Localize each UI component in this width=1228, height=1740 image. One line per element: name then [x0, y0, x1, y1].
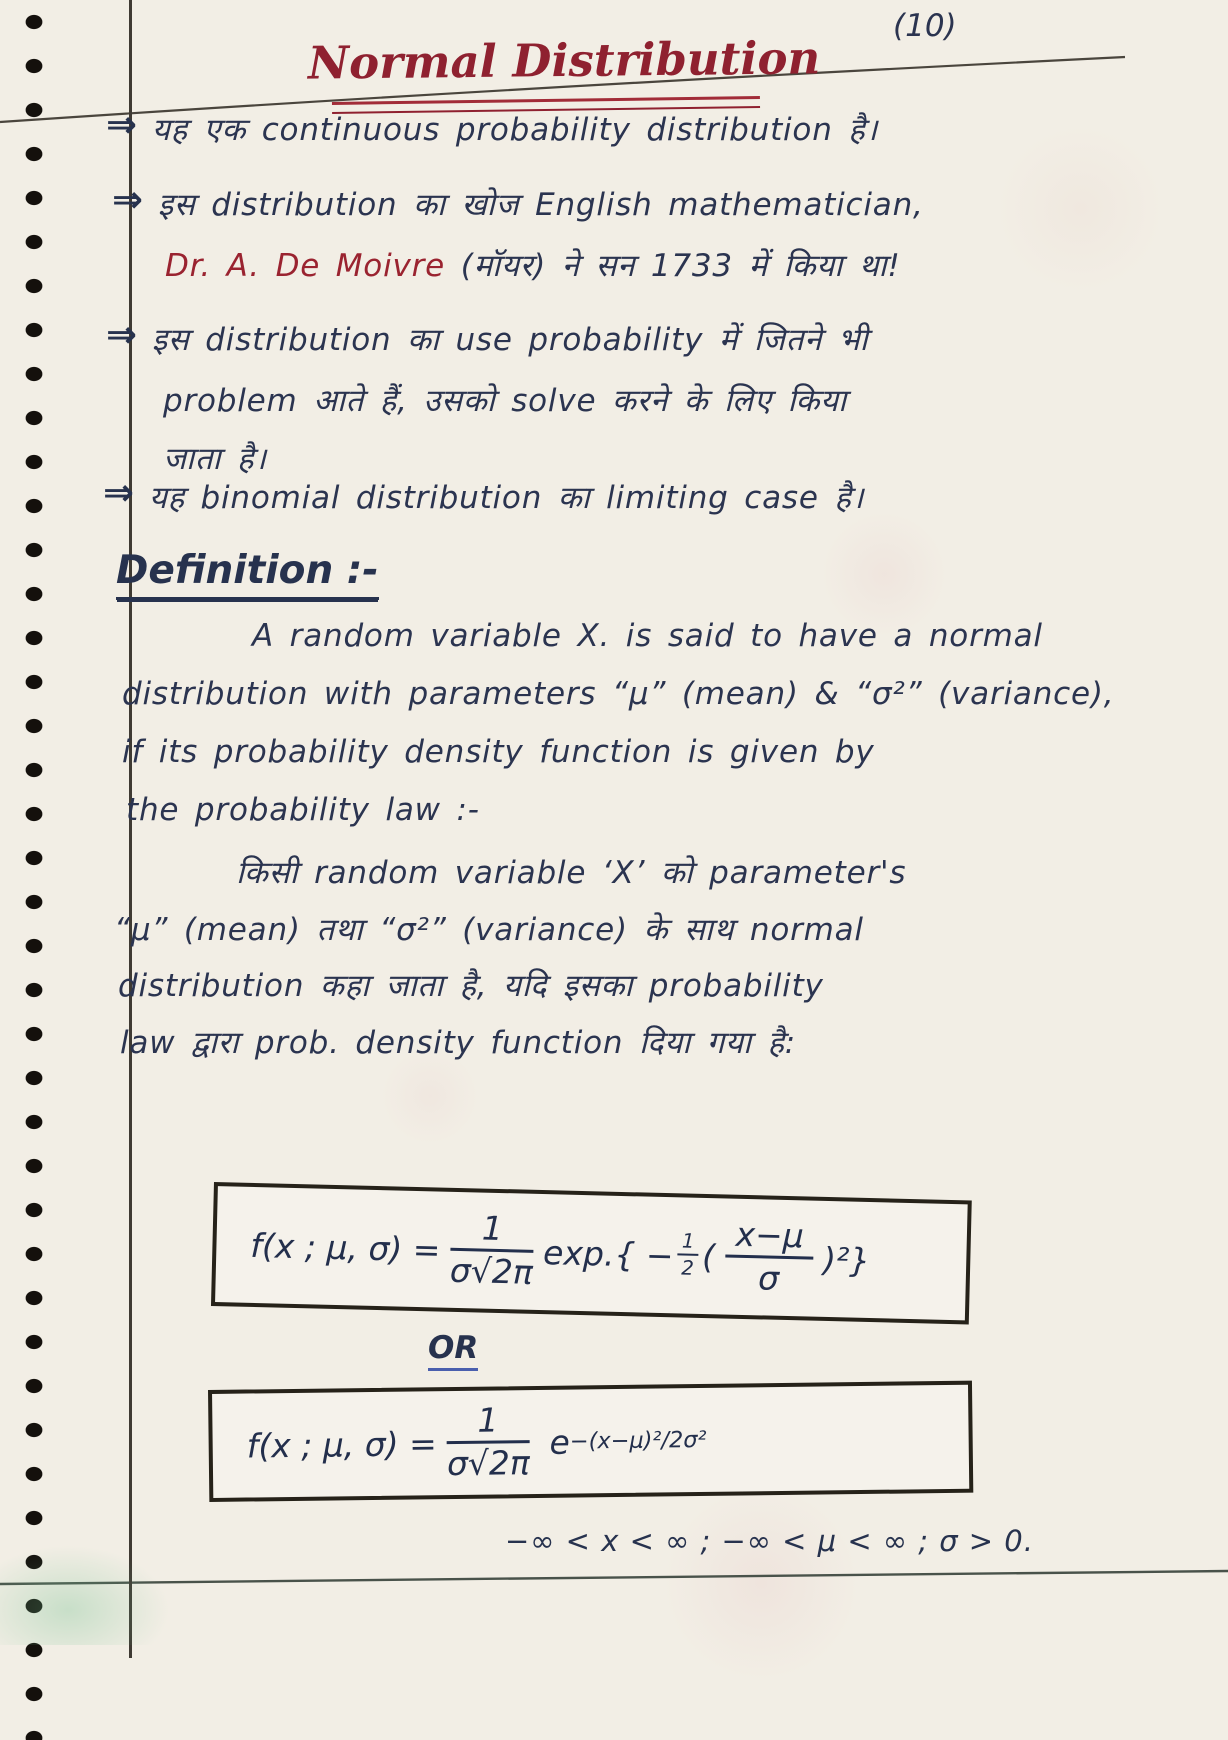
formula-1-inner-fraction: $\frac{x-\mu}{\sigma}$ [724, 1218, 814, 1297]
green-smudge [0, 1545, 170, 1645]
bullet-line-1 [106, 103, 879, 150]
formula-1-open-paren: ( [701, 1236, 716, 1276]
arrow-icon: ⇒ [103, 471, 135, 514]
page-title: Normal Distribution [307, 31, 821, 90]
bottom-rule-line [0, 1571, 1228, 1584]
bullet-line-2-continued [165, 244, 901, 286]
formula-1-half-fraction: $\frac{1}{2}$ [677, 1232, 699, 1280]
bullet-2-text: इस distribution का खोज English mathematician, [157, 187, 924, 223]
definition-hi-line-4: law द्वारा prob. density function दिया गया है: [120, 1025, 796, 1061]
bullet-1-text: यह एक continuous probability distribution है। [151, 112, 879, 148]
definition-en-line-4: the probability law :- [126, 792, 480, 828]
arrow-icon: ⇒ [112, 178, 144, 221]
constraint-text: −∞ < x < ∞ ; −∞ < μ < ∞ ; σ > 0. [505, 1524, 1034, 1558]
bullet-4-text: यह binomial distribution का limiting case है। [148, 480, 865, 516]
formula-2-exponent: −(x−μ)²/2σ² [569, 1426, 707, 1455]
or-label: OR [428, 1330, 478, 1371]
bullet-line-3-continued: problem आते हैं, उसको solve करने के लिए किया [163, 383, 847, 419]
bullet-line-4 [103, 471, 865, 518]
definition-hi-line-3: distribution कहा जाता है, यदि इसका probability [118, 968, 824, 1004]
bullet-line-3 [106, 313, 869, 360]
formula-box-2 [208, 1381, 973, 1502]
bullet-2-text-continued: (मॉयर) ने सन 1733 में किया था! [445, 248, 901, 284]
formula-1-exp-prefix: exp.{ − [542, 1232, 675, 1275]
bullet-line-2 [112, 178, 924, 225]
spiral-binding [0, 0, 70, 1740]
margin-line [129, 0, 132, 1658]
definition-heading: Definition :- [116, 548, 379, 600]
definition-en-line-1: A random variable X. is said to have a normal [252, 618, 1043, 654]
formula-1-fraction: $\frac{1}{\sigma√2\pi}$ [449, 1208, 534, 1292]
definition-hi-line-2: “μ” (mean) तथा “σ²” (variance) के साथ normal [114, 912, 864, 948]
definition-en-line-2: distribution with parameters “μ” (mean) & “σ²” (variance), [122, 676, 1115, 712]
author-name: Dr. A. De Moivre [165, 248, 446, 284]
definition-en-line-3: if its probability density function is given by [122, 734, 875, 770]
definition-hi-line-1: किसी random variable ‘X’ को parameter's [236, 855, 907, 891]
page-number: (10) [893, 8, 957, 44]
formula-1-lhs: f(x ; μ, σ) = [249, 1225, 441, 1270]
bullet-line-3-end: जाता है। [163, 441, 267, 477]
formula-2-fraction: $\frac{1}{\sigma√2\pi}$ [446, 1400, 530, 1484]
formula-box-1 [211, 1182, 972, 1324]
arrow-icon: ⇒ [106, 103, 138, 146]
formula-2-base: e [549, 1422, 571, 1462]
formula-1-end: )²} [822, 1239, 871, 1280]
arrow-icon: ⇒ [106, 313, 138, 356]
bullet-3-text: इस distribution का use probability में जितने भी [151, 322, 869, 358]
formula-2-lhs: f(x ; μ, σ) = [246, 1423, 437, 1466]
